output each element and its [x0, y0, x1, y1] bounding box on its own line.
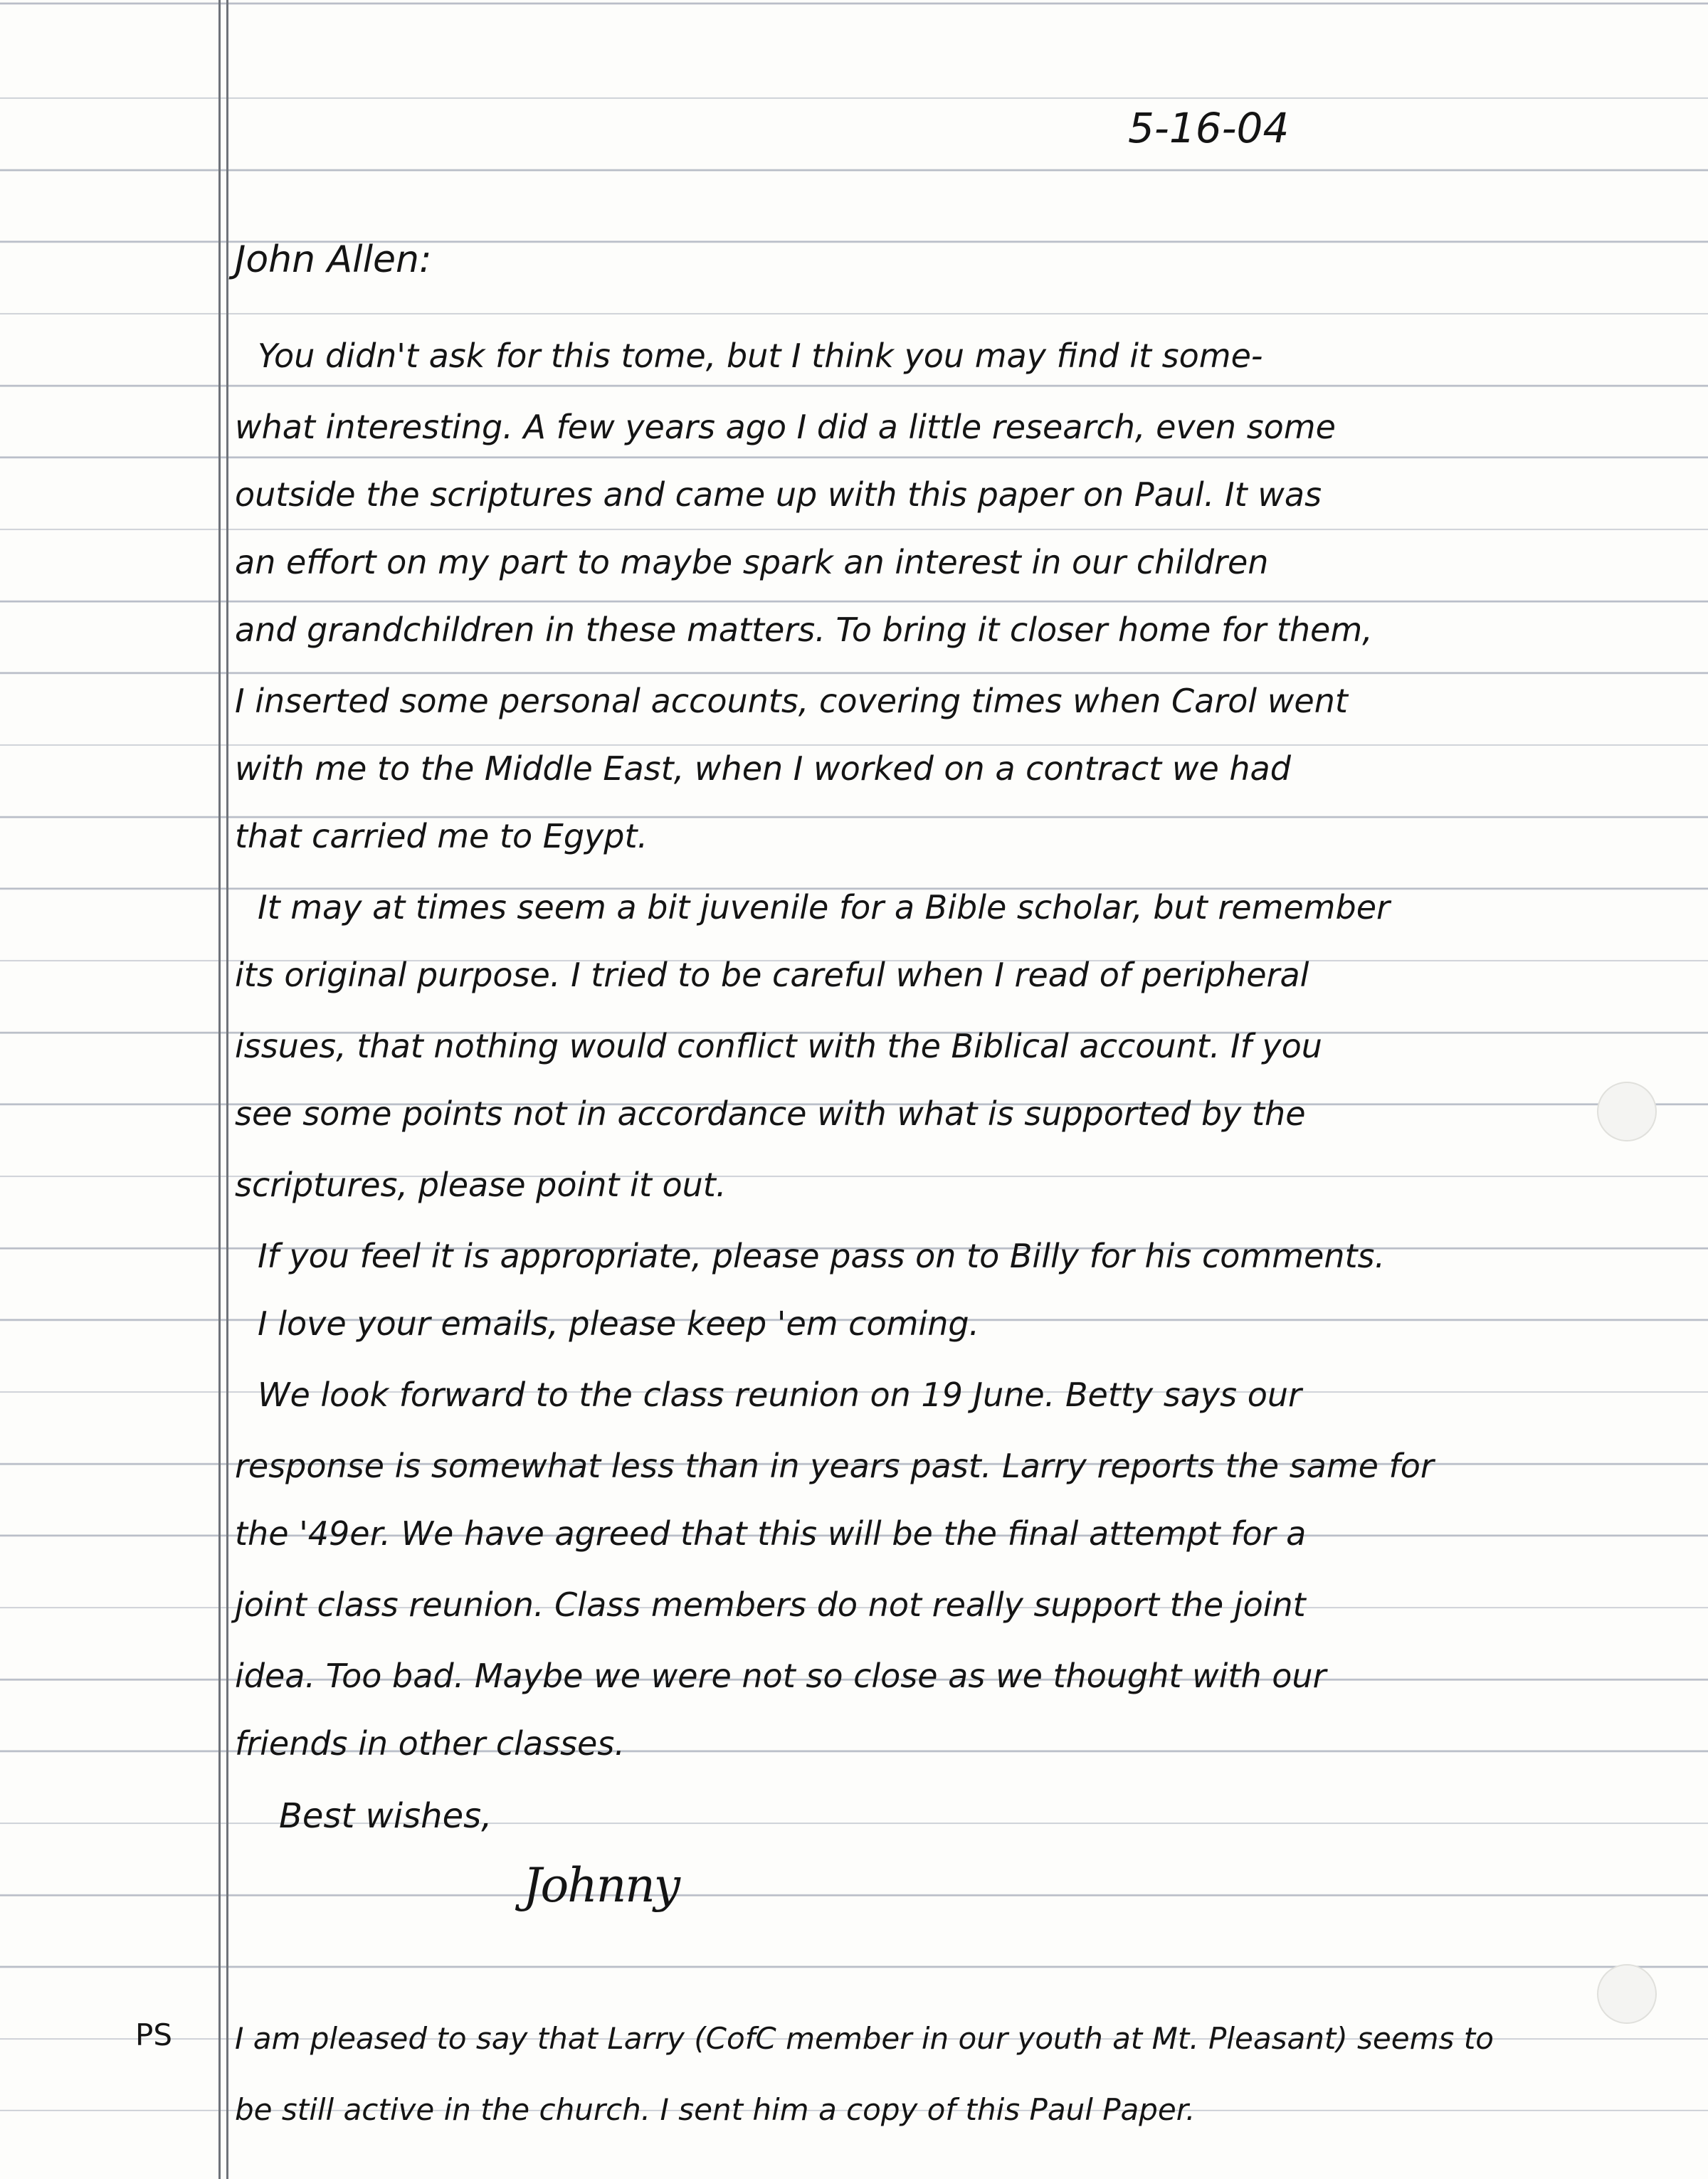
- letter-line: scriptures, please point it out.: [235, 1166, 727, 1204]
- letter-line: see some points not in accordance with what is supported by the: [235, 1094, 1306, 1133]
- letter-line: its original purpose. I tried to be careful when I read of peripheral: [235, 956, 1309, 994]
- letter-line: We look forward to the class reunion on 19 June. Betty says our: [258, 1376, 1302, 1414]
- signature: Johnny: [523, 1858, 679, 1913]
- letter-date: 5-16-04: [1128, 104, 1290, 152]
- letter-line: the '49er. We have agreed that this will be the final attempt for a: [235, 1514, 1307, 1553]
- letter-line: what interesting. A few years ago I did a little research, even some: [235, 408, 1336, 446]
- letter-line: response is somewhat less than in years past. Larry reports the same for: [235, 1447, 1434, 1485]
- letter-line: outside the scriptures and came up with this paper on Paul. It was: [235, 475, 1322, 514]
- letter-line: It may at times seem a bit juvenile for a Bible scholar, but remember: [258, 888, 1390, 927]
- margin-line-left: [218, 0, 221, 2179]
- letter-line: friends in other classes.: [235, 1724, 625, 1763]
- ps-label: PS: [135, 2017, 172, 2052]
- ps-line: be still active in the church. I sent him a copy of this Paul Paper.: [235, 2092, 1196, 2127]
- letter-line: issues, that nothing would conflict with the Biblical account. If you: [235, 1027, 1322, 1065]
- letter-line: joint class reunion. Class members do not really support the joint: [235, 1586, 1306, 1624]
- letter-line: idea. Too bad. Maybe we were not so close as we thought with our: [235, 1657, 1327, 1695]
- letter-line: You didn't ask for this tome, but I think you may find it some-: [258, 337, 1263, 375]
- letter-line: with me to the Middle East, when I worked on a contract we had: [235, 749, 1291, 788]
- salutation: John Allen:: [235, 238, 432, 281]
- closing: Best wishes,: [279, 1796, 492, 1836]
- letter-line: and grandchildren in these matters. To bring it closer home for them,: [235, 611, 1373, 649]
- ps-line: I am pleased to say that Larry (CofC member in our youth at Mt. Pleasant) seems to: [235, 2021, 1494, 2056]
- letter-line: an effort on my part to maybe spark an interest in our children: [235, 543, 1269, 581]
- margin-line-right: [226, 0, 228, 2179]
- punch-hole: [1597, 1082, 1657, 1141]
- letter-line: I love your emails, please keep 'em coming.: [258, 1304, 980, 1343]
- punch-hole: [1597, 1964, 1657, 2024]
- letter-line: I inserted some personal accounts, covering times when Carol went: [235, 682, 1348, 720]
- letter-line: If you feel it is appropriate, please pass on to Billy for his comments.: [258, 1237, 1386, 1275]
- letter-line: that carried me to Egypt.: [235, 817, 648, 855]
